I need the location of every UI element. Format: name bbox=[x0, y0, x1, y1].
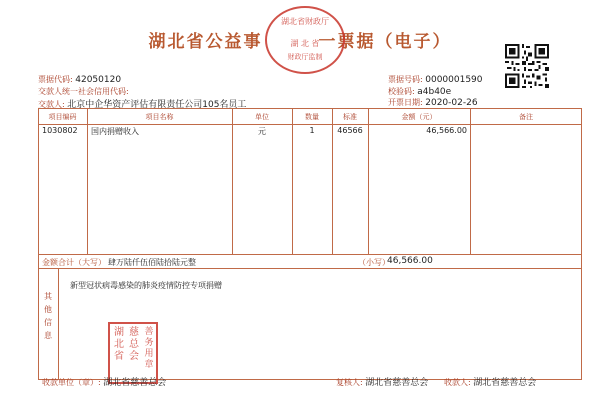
payee-unit: 收款单位（章）: 湖北省慈善总会 bbox=[42, 378, 167, 388]
row-code: 1030802 bbox=[42, 126, 78, 135]
row-unit: 元 bbox=[258, 127, 266, 136]
col-header-std: 标准 bbox=[343, 113, 357, 121]
finance-seal bbox=[265, 6, 345, 74]
col-header-unit: 单位 bbox=[255, 113, 269, 121]
table-other-divider bbox=[38, 268, 582, 269]
total-label: 金额合计（大写） bbox=[42, 258, 106, 267]
row-qty: 1 bbox=[309, 126, 315, 135]
collector: 收款人: 湖北省慈善总会 bbox=[444, 378, 537, 388]
other-info-label: 其 他 信 息 bbox=[44, 292, 52, 340]
seal-col-2: 慈总会 bbox=[129, 327, 139, 362]
payer-credit-code: 交款人统一社会信用代码: bbox=[38, 87, 129, 96]
seal-line-1: 湖北省财政厅 bbox=[281, 17, 329, 26]
col-header-code: 项目编码 bbox=[48, 113, 77, 121]
payer: 交款人: 北京中企华资产评估有限责任公司105名员工 bbox=[38, 100, 247, 110]
invoice-number: 票据号码: 0000001590 bbox=[388, 75, 483, 85]
other-divider bbox=[58, 268, 59, 380]
col-header-qty: 数量 bbox=[305, 113, 319, 121]
title-right: 一票据（电子） bbox=[318, 32, 452, 52]
table-header-divider bbox=[38, 124, 582, 125]
seal-line-2: 湖 北 省 bbox=[290, 39, 320, 48]
table-total-divider bbox=[38, 254, 582, 255]
col-divider bbox=[470, 108, 471, 254]
seal-col-1: 湖北省 bbox=[114, 327, 124, 362]
total-small-value: 46,566.00 bbox=[387, 256, 433, 266]
col-header-amount: 金额（元） bbox=[401, 113, 437, 121]
col-divider bbox=[87, 108, 88, 254]
invoice-code: 票据代码: 42050120 bbox=[38, 75, 122, 85]
qr-code-icon bbox=[505, 44, 549, 88]
col-header-remark: 备注 bbox=[519, 113, 533, 121]
row-std: 46566 bbox=[337, 126, 363, 135]
col-header-name: 项目名称 bbox=[145, 113, 174, 121]
other-info-text: 新型冠状病毒感染的肺炎疫情防控专项捐赠 bbox=[70, 281, 222, 290]
seal-line-3: 财政厅监制 bbox=[287, 53, 323, 61]
issue-date: 开票日期: 2020-02-26 bbox=[388, 98, 478, 108]
reviewer: 复核人: 湖北省慈善总会 bbox=[336, 378, 429, 388]
row-amount: 46,566.00 bbox=[426, 126, 467, 135]
seal-col-3: 善务用章 bbox=[144, 327, 154, 370]
check-code: 校验码: a4b40e bbox=[388, 87, 452, 97]
total-small-label: （小写） bbox=[358, 258, 390, 267]
total-words: 肆万陆仟伍佰陆拾陆元整 bbox=[108, 258, 196, 267]
title-left: 湖北省公益事 bbox=[148, 32, 263, 52]
row-name: 国内捐赠收入 bbox=[91, 127, 139, 136]
